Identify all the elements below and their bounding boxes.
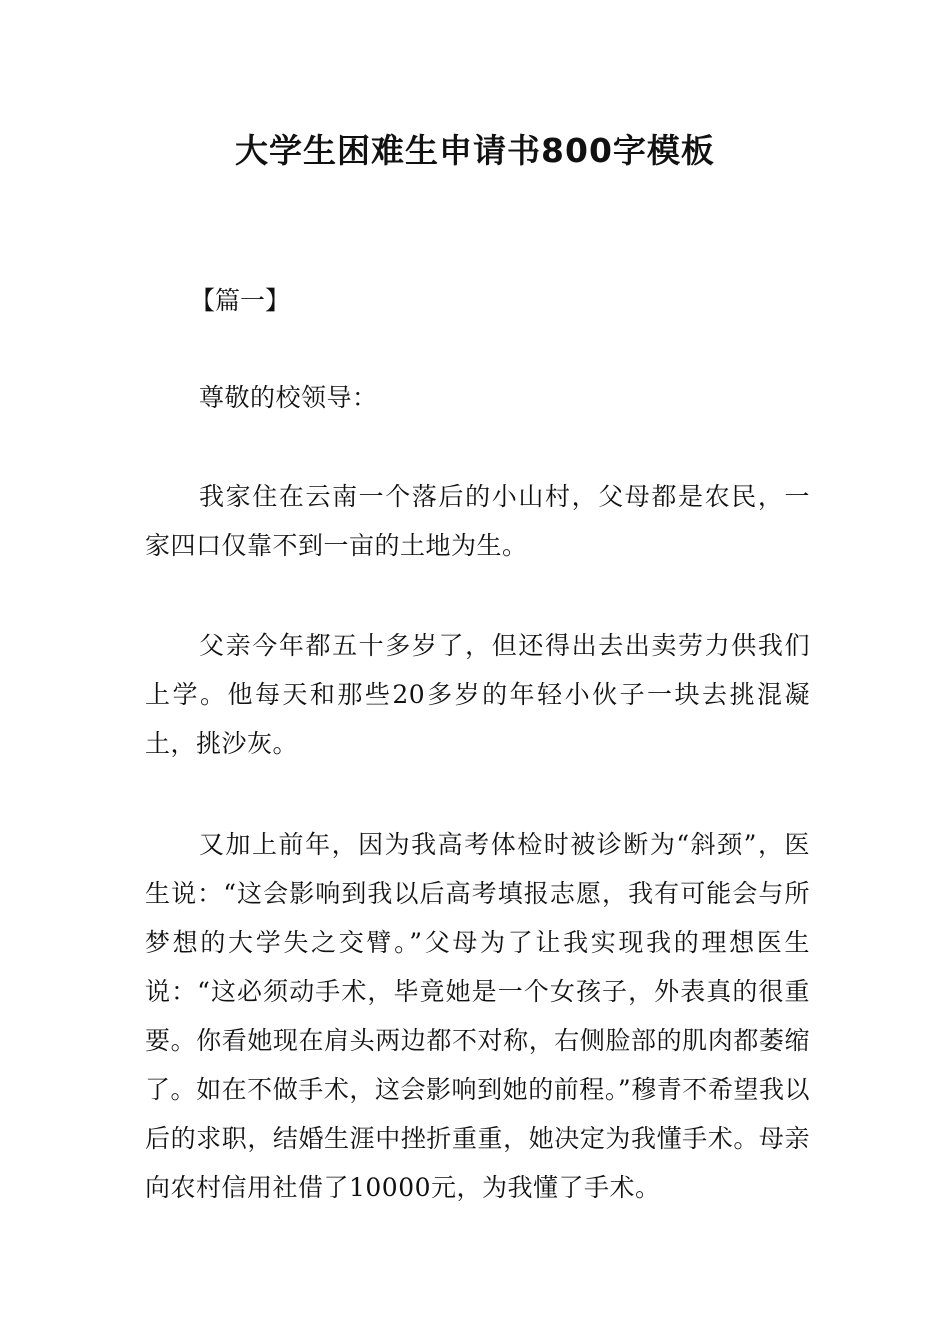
paragraph-1: 我家住在云南一个落后的小山村，父母都是农民，一家四口仅靠不到一亩的土地为生。: [145, 482, 810, 560]
section-heading: 【篇一】: [190, 286, 291, 315]
document-title: 大学生困难生申请书800字模板: [235, 131, 715, 170]
paragraph-2: 父亲今年都五十多岁了，但还得出去出卖劳力供我们上学。他每天和那些20多岁的年轻小伙子一块去挑混凝土，挑沙灰。: [145, 631, 810, 758]
salutation: 尊敬的校领导：: [199, 383, 378, 412]
paragraph-3: 又加上前年，因为我高考体检时被诊断为“斜颈”，医生说：“这会影响到我以后高考填报志愿，我有可能会与所梦想的大学失之交臂。”父母为了让我实现我的理想医生说：“这必须动手术，毕竟她是一个女孩子，外表真的很重要。你看她现在肩头两边都不对称，右侧脸部的肌肉都萎缩了。如在不做手术，这会影响到她的前程。”穆青不希望我以后的求职，结婚生涯中挫折重重，她决定为我懂手术。母亲向农村信用社借了10000元，为我懂了手术。: [145, 830, 810, 1202]
